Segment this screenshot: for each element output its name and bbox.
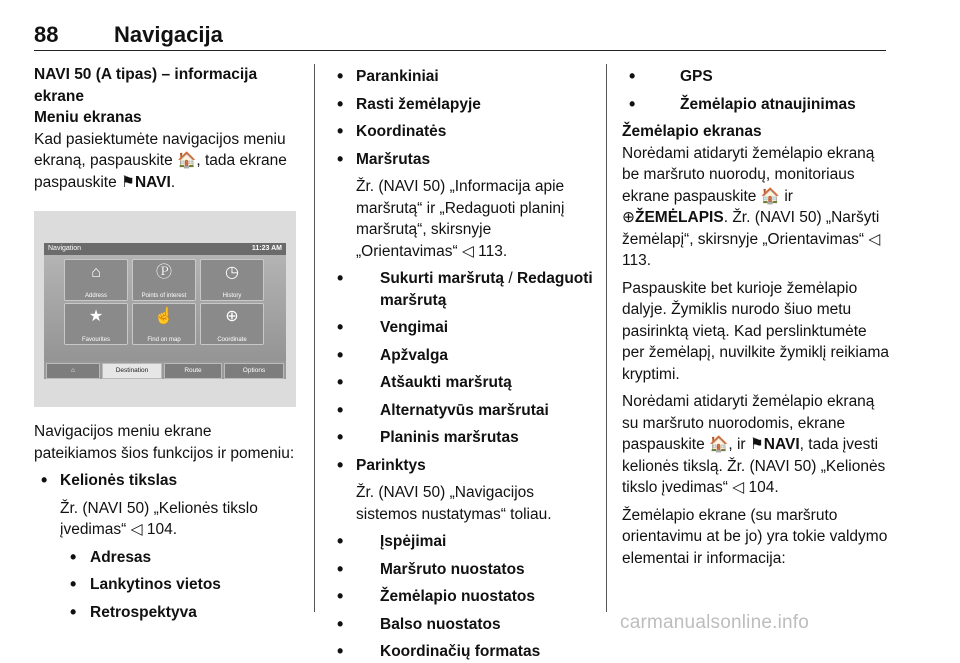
poi-icon: Ⓟ	[155, 264, 172, 281]
column-divider	[606, 64, 607, 612]
item-description: Žr. (NAVI 50) „Informacija apie maršrutą“ ir „Redaguoti planinį maršrutą“, skirsnyje „Orientavimas“ ◁ 113.	[356, 178, 565, 260]
star-icon: ★	[88, 308, 104, 325]
list-item: • Balso nuostatos	[330, 614, 595, 636]
screen-title: Navigation	[48, 245, 82, 252]
menu-list	[34, 470, 296, 492]
paragraph: Žemėlapio ekrane (su maršruto orientavimu at be jo) yra tokie valdymo elementai ir informacija:	[622, 506, 888, 567]
list-item: • Vengimai	[330, 317, 595, 339]
flag-icon: ⚑	[749, 436, 764, 453]
submenu-list	[330, 531, 595, 663]
menu-list	[330, 149, 595, 171]
page-number: 88	[34, 22, 59, 47]
arrow-icon: ◁	[130, 521, 143, 538]
paragraph: Paspauskite bet kurioje žemėlapio dalyje. Žymiklis nurodo šiuo metu pasirinktą vietą. Kad perslinktumėte per žemėlapį, nuvilkite žymiklį reikiama kryptimi.	[622, 279, 890, 383]
globe-icon: ⊕	[622, 209, 635, 226]
tile-poi: Ⓟ Points of interest	[132, 259, 196, 301]
list-item: • Parinktys	[330, 455, 595, 477]
list-item: • Rasti žemėlapyje	[330, 94, 595, 116]
list-item: • Koordinatės	[330, 121, 595, 143]
subsection-heading: Žemėlapio ekranas	[622, 123, 762, 140]
column-1	[34, 64, 296, 623]
submenu-list	[330, 268, 595, 449]
list-item: • Lankytinos vietos	[34, 574, 296, 596]
tab-route: Route	[164, 363, 222, 379]
screen-bottombar	[44, 361, 286, 379]
home-icon: 🏠	[177, 152, 197, 169]
intro-paragraph: Kad pasiektumėte navigacijos meniu ekraną, paspauskite 🏠, tada ekrane paspauskite ⚑NAVI.	[34, 130, 287, 191]
list-item: • Retrospektyva	[34, 602, 296, 624]
screen-topbar	[44, 243, 286, 255]
list-item: • Žemėlapio atnaujinimas	[622, 94, 890, 116]
house-icon: ⌂	[91, 264, 101, 281]
watermark: carmanualsonline.info	[620, 612, 810, 633]
tile-coordinate: ⊕ Coordinate	[200, 303, 264, 345]
menu-list	[330, 455, 595, 477]
screen-clock: 11:23 AM	[251, 245, 282, 252]
hand-icon: ☝	[154, 308, 174, 325]
screen	[44, 243, 286, 379]
tile-favourites: ★ Favourites	[64, 303, 128, 345]
tab-options: Options	[224, 363, 284, 379]
tile-address: ⌂ Address	[64, 259, 128, 301]
list-item: • Parankiniai	[330, 66, 595, 88]
column-divider	[314, 64, 315, 612]
list-item: • GPS	[622, 66, 890, 88]
tile-history: ◷ History	[200, 259, 264, 301]
list-item: • Kelionės tikslas	[34, 470, 296, 492]
list-item: • Adresas	[34, 547, 296, 569]
home-tab: ⌂	[46, 363, 100, 379]
submenu-list	[34, 547, 296, 624]
list-item: • Maršrutas	[330, 149, 595, 171]
list-item: • Planinis maršrutas	[330, 427, 595, 449]
list-item: • Įspėjimai	[330, 531, 595, 553]
home-icon: 🏠	[709, 436, 729, 453]
clock-icon: ◷	[225, 264, 239, 281]
arrow-icon: ◁	[732, 479, 745, 496]
arrow-icon: ◁	[868, 230, 881, 248]
item-description: Žr. (NAVI 50) „Navigacijos sistemos nustatymas“ toliau.	[356, 484, 552, 523]
paragraph: Norėdami atidaryti žemėlapio ekraną be maršruto nuorodų, monitoriaus ekrane paspauskite 🏠 ir ⊕ŽEMĖLAPIS. Žr. (NAVI 50) „Naršyti žemėlapį“, skirsnyje „Orientavimas“ ◁ 113.	[622, 144, 881, 269]
page-header	[34, 22, 886, 51]
submenu-list	[622, 66, 890, 115]
list-item: • Žemėlapio nuostatos	[330, 586, 595, 608]
globe-icon: ⊕	[225, 308, 239, 325]
paragraph: Norėdami atidaryti žemėlapio ekraną su maršruto nuorodomis, ekrane paspauskite 🏠, ir ⚑NAVI, tada įvesti kelionės tikslą. Žr. (NAVI 50) „Kelionės tikslo įvedimas“ ◁ 104.	[622, 393, 886, 496]
column-3	[622, 64, 890, 569]
list-item: • Sukurti maršrutą / Redaguoti maršrutą	[330, 268, 595, 311]
list-item: • Koordinačių formatas	[330, 641, 595, 663]
chapter-title: Navigacija	[114, 22, 223, 47]
list-item: • Apžvalga	[330, 345, 595, 367]
flag-icon: ⚑	[121, 173, 135, 191]
column-2	[330, 64, 595, 663]
section-heading: NAVI 50 (A tipas) – informacija ekrane	[34, 66, 258, 105]
subsection-heading: Meniu ekranas	[34, 109, 142, 126]
tab-destination: Destination	[102, 363, 162, 379]
list-item: • Maršruto nuostatos	[330, 559, 595, 581]
menu-description: Navigacijos meniu ekrane pateikiamos šios funkcijos ir pomeniu:	[34, 423, 295, 462]
navigation-menu-screenshot	[34, 211, 296, 407]
home-icon: 🏠	[760, 187, 781, 205]
arrow-icon: ◁	[461, 242, 474, 260]
tile-find-on-map: ☝ Find on map	[132, 303, 196, 345]
submenu-list	[330, 66, 595, 143]
item-description: Žr. (NAVI 50) „Kelionės tikslo įvedimas“ ◁ 104.	[60, 499, 258, 538]
list-item: • Alternatyvūs maršrutai	[330, 400, 595, 422]
list-item: • Atšaukti maršrutą	[330, 372, 595, 394]
